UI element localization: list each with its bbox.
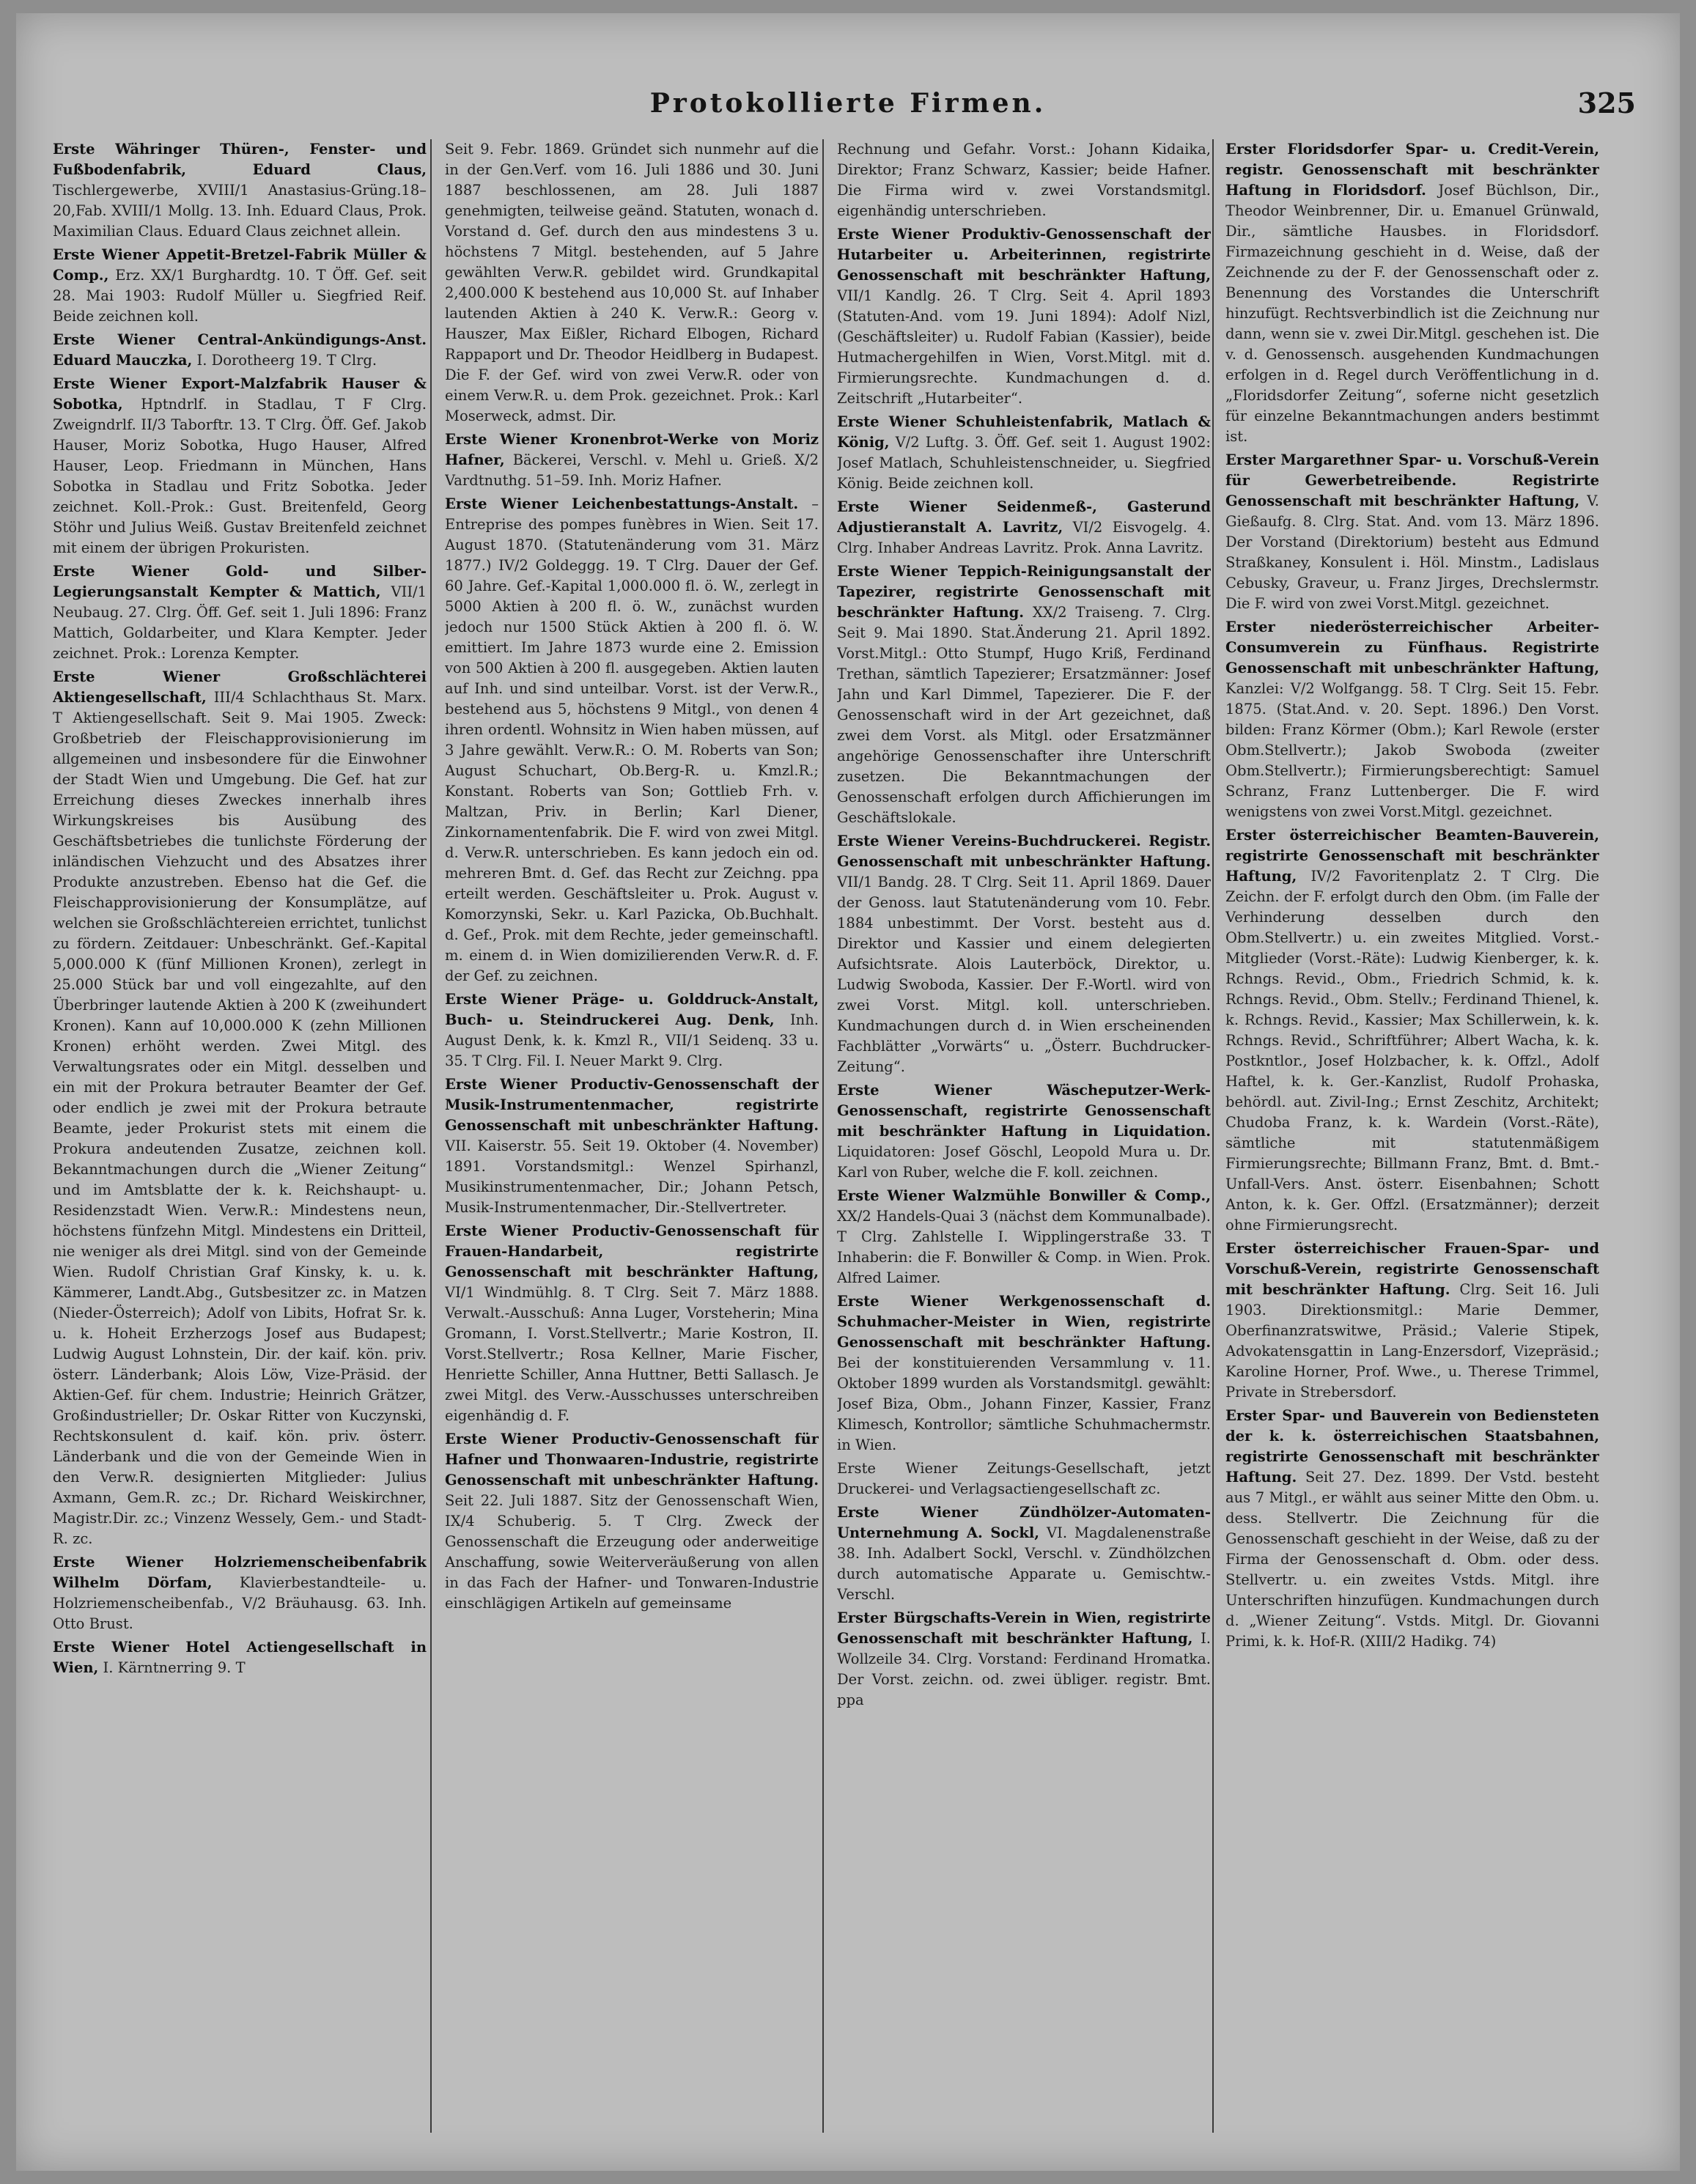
firm-name: Erste Wiener Teppich-Reinigungsanstalt der Tapezirer, registrirte Genossenschaft mit beschränkter Haftung. xyxy=(837,563,1211,621)
column-rule xyxy=(822,139,824,2133)
firm-entry xyxy=(837,1458,1211,1499)
firm-details: XX/2 Traiseng. 7. Clrg. Seit 9. Mai 1890. Stat.Änderung 21. April 1892. Vorst.Mitgl.: Otto Stumpf, Hugo Kriß, Ferdinand Trethan, sämtlich Tapezierer; Ersatzmänner: Josef Jahn und Karl Dimmel, Tapezierer. Die F. der Genossenschaft wird in der Art gezeichnet, daß zwei dem Vorst. als Mitgl. oder Ersatzmänner angehörige Genossenschafter ihre Unterschrift zusetzen. Die Bekanntmachungen der Genossenschaft erfolgen durch Affichierungen im Geschäftslokale. xyxy=(837,604,1211,826)
firm-entry xyxy=(445,989,819,1071)
firm-details: Seit 27. Dez. 1899. Der Vstd. besteht aus 7 Mitgl., er wählt aus seiner Mitte den Obm. u. dess. Stellvertr. Die Zeichnung für die Genossenschaft geschieht in der Weise, daß zu der Firma der Genossenschaft d. Obm. oder dess. Stellvertr. u. ein zweites Vstds. Mitgl. ihre Unterschriften hinzufügen. Kundmachungen durch d. „Wiener Zeitung“. Vstds. Mitgl. Dr. Giovanni Primi, k. k. Hof-R. (XIII/2 Hadikg. 74) xyxy=(1225,1469,1599,1650)
firm-entry xyxy=(837,224,1211,409)
firm-name: Erster Margarethner Spar- u. Vorschuß-Verein für Gewerbetreibende. Registrirte Genossenschaft mit beschränkter Haftung, xyxy=(1225,451,1599,509)
firm-name: Erste Wiener Produktiv-Genossenschaft der Hutarbeiter u. Arbeiterinnen, registrirte Genossenschaft mit beschränkter Haftung, xyxy=(837,226,1211,284)
firm-name: Erster niederösterreichischer Arbeiter-Consumverein zu Fünfhaus. Registrirte Genossenschaft mit unbeschränkter Haftung, xyxy=(1225,619,1599,676)
page-number: 325 xyxy=(1577,86,1636,119)
firm-details: Josef Büchlson, Dir., Theodor Weinbrenner, Dir. u. Emanuel Grünwald, Dir., sämtliche Hausbes. in Floridsdorf. Firmazeichnung geschieht in d. Weise, daß der Zeichnende zu der F. der Genossenschaft oder z. Benennung des Vorstandes die Unterschrift hinzufügt. Rechtsverbindlich ist die Zeichnung nur dann, wenn sie v. zwei Dir.Mitgl. geschehen ist. Die v. d. Genossensch. ausgehenden Kundmachungen erfolgen in d. Regel durch Veröffentlichung in d. „Floridsdorfer Zeitung“, soferne nicht gesetzlich für einzelne Bekanntmachungen anders bestimmt ist. xyxy=(1225,182,1599,445)
firm-name: Erste Wiener Productiv-Genossenschaft für Hafner und Thonwaaren-Industrie, registrirte Genossenschaft mit unbeschränkter Haftung. xyxy=(445,1431,819,1488)
firm-name: Erster Bürgschafts-Verein in Wien, registrirte Genossenschaft mit beschränkter Haftung, xyxy=(837,1609,1211,1647)
firm-name: Erster Spar- und Bauverein von Bediensteten der k. k. österreichischen Staatsbahnen, registrirte Genossenschaft mit beschränkter Haftung. xyxy=(1225,1407,1599,1486)
firm-entry xyxy=(1225,617,1599,822)
firm-details: Liquidatoren: Josef Göschl, Leopold Mura u. Dr. Karl von Ruber, welche die F. koll. zeichnen. xyxy=(837,1143,1211,1181)
column-1 xyxy=(53,139,427,2133)
firm-entry xyxy=(837,561,1211,828)
firm-name: Erste Währinger Thüren-, Fenster- und Fußbodenfabrik, Eduard Claus, xyxy=(53,141,427,178)
firm-entry xyxy=(837,831,1211,1077)
firm-entry xyxy=(445,139,819,427)
firm-entry xyxy=(53,667,427,1549)
firm-entry xyxy=(1225,1239,1599,1403)
firm-entry xyxy=(1225,139,1599,447)
firm-details: V/2 Luftg. 3. Öff. Gef. seit 1. August 1902: Josef Matlach, Schuhleistenschneider, u. Siegfried König. Beide zeichnen koll. xyxy=(837,434,1211,492)
firm-details: Tischlergewerbe, XVIII/1 Anastasius-Grüng.18–20,Fab. XVIII/1 Mollg. 13. Inh. Eduard Claus, Prok. Maximilian Claus. Eduard Claus zeichnet allein. xyxy=(53,182,427,240)
firm-details: VI/2 Eisvogelg. 4. Clrg. Inhaber Andreas Lavritz. Prok. Anna Lavritz. xyxy=(837,519,1211,556)
firm-entry xyxy=(837,412,1211,494)
firm-name: Erste Wiener Hotel Actiengesellschaft in Wien, xyxy=(53,1639,427,1676)
firm-name: Erste Wiener Productiv-Genossenschaft der Musik-Instrumentenmacher, registrirte Genossenschaft mit unbeschränkter Haftung. xyxy=(445,1076,819,1134)
firm-entry xyxy=(53,561,427,664)
firm-entry xyxy=(837,497,1211,558)
firm-details: VII. Kaiserstr. 55. Seit 19. Oktober (4. November) 1891. Vorstandsmitgl.: Wenzel Spirhanzl, Musikinstrumentenmacher, Dir.; Johann Petsch, Musik-Instrumentenmacher, Dir.-Stellvertreter. xyxy=(445,1137,819,1216)
firm-details: VII/1 Kandlg. 26. T Clrg. Seit 4. April 1893 (Statuten-And. vom 19. Juni 1894): Adolf Nizl, (Geschäftsleiter) u. Rudolf Fabian (Kassier), beide Hutmachergehilfen in Wien, Vorst.Mitgl. mit d. Firmierungsrechte. Kundmachungen d. d. Zeitschrift „Hutarbeiter“. xyxy=(837,287,1211,407)
firm-details: I. Kärntnerring 9. T xyxy=(103,1659,246,1676)
firm-details: Erz. XX/1 Burghardtg. 10. T Öff. Gef. seit 28. Mai 1903: Rudolf Müller u. Siegfried Reif. Beide zeichnen koll. xyxy=(53,267,427,325)
firm-name: Erste Wiener Vereins-Buchdruckerei. Registr. Genossenschaft mit unbeschränkter Haftung. xyxy=(837,833,1211,870)
firm-entry xyxy=(1225,450,1599,614)
firm-name: Erste Wiener Kronenbrot-Werke von Moriz Hafner, xyxy=(445,431,819,468)
firm-name: Erste Wiener Zündhölzer-Automaten-Unternehmung A. Sockl, xyxy=(837,1504,1211,1541)
firm-details: VII/1 Bandg. 28. T Clrg. Seit 11. April 1869. Dauer der Genoss. laut Statutenänderung vom 10. Febr. 1884 unbestimmt. Der Vorst. besteht aus d. Direktor und Kassier und einem delegierten Aufsichtsrate. Alois Lauterböck, Direktor, u. Ludwig Swoboda, Kassier. Der F.-Wortl. wird von zwei Vorst. Mitgl. koll. unterschrieben. Kundmachungen durch d. in Wien erscheinenden Fachblätter „Vorwärts“ u. „Österr. Buchdrucker-Zeitung“. xyxy=(837,874,1211,1075)
firm-name: Erste Wiener Productiv-Genossenschaft für Frauen-Handarbeit, registrirte Genossenschaft mit beschränkter Haftung, xyxy=(445,1222,819,1280)
running-head: Protokollierte Firmen. xyxy=(649,88,1047,119)
firm-entry xyxy=(53,245,427,327)
firm-name: Erste Wiener Export-Malzfabrik Hauser & Sobotka, xyxy=(53,375,427,413)
page-header xyxy=(16,81,1680,125)
firm-details: VII/1 Neubaug. 27. Clrg. Öff. Gef. seit 1. Juli 1896: Franz Mattich, Goldarbeiter, und Klara Kempter. Jeder zeichnet. Prok.: Lorenza Kempter. xyxy=(53,583,427,662)
firm-details: Hptndrlf. in Stadlau, T F Clrg. Zweigndrlf. II/3 Taborftr. 13. T Clrg. Öff. Gef. Jakob Hauser, Moriz Sobotka, Hugo Hauser, Alfred Hauser, Leop. Friedmann in München, Hans Sobotka in Stadlau und Fritz Sobotka. Jeder zeichnet. Koll.-Prok.: Gust. Breitenfeld, Georg Stöhr und Julius Weiß. Gustav Breitenfeld zeichnet mit einem der übrigen Prokuristen. xyxy=(53,396,427,556)
firm-entry xyxy=(53,374,427,558)
firm-entry xyxy=(53,139,427,242)
firm-details: XX/2 Handels-Quai 3 (nächst dem Kommunalbade). T Clrg. Zahlstelle I. Wipplingerstraße 33. T Inhaberin: die F. Bonwiller & Comp. in Wien. Prok. Alfred Laimer. xyxy=(837,1208,1211,1286)
column-3 xyxy=(837,139,1211,2133)
firm-details: Rechnung und Gefahr. Vorst.: Johann Kidaika, Direktor; Franz Schwarz, Kassier; beide Hafner. Die Firma wird v. zwei Vorstandsmitgl. eigenhändig unterschrieben. xyxy=(837,141,1211,219)
column-4 xyxy=(1225,139,1599,2133)
firm-details: VI. Magdalenenstraße 38. Inh. Adalbert Sockl, Verschl. v. Zündhölzchen durch automatische Apparate u. Gemischtw.-Verschl. xyxy=(837,1524,1211,1603)
firm-entry xyxy=(53,1552,427,1634)
firm-entry xyxy=(837,1186,1211,1288)
firm-details: IV/2 Favoritenplatz 2. T Clrg. Die Zeichn. der F. erfolgt durch den Obm. (im Falle der Verhinderung desselben durch den Obm.Stellvertr.) u. ein zweites Mitglied. Vorst.-Mitglieder (Vorst.-Räte): Ludwig Kienberger, k. k. Rchngs. Revid., Obm., Friedrich Schmid, k. k. Rchngs. Revid., Obm. Stellv.; Ferdinand Thienel, k. k. Rchngs. Revid., Kassier; Max Schillerwein, k. k. Rchngs. Revid., Schriftführer; Albert Wacha, k. k. Postkntlor., Josef Holzbacher, k. k. Offzl., Adolf Haftel, k. k. Ger.-Kanzlist, Rudolf Prohaska, behördl. aut. Zivil-Ing.; Ernst Zeschitz, Architekt; Chudoba Franz, k. k. Wardein (Vorst.-Räte), sämtliche mit statutenmäßigem Firmierungsrechte; Billmann Franz, Bmt. d. Bmt.-Unfall-Vers. Anst. österr. Eisenbahnen; Schott Anton, k. k. Ger. Offzl. (Ersatzmänner); derzeit ohne Firmierungsrecht. xyxy=(1225,868,1599,1233)
column-2 xyxy=(445,139,819,2133)
firm-entry xyxy=(837,139,1211,221)
firm-entry xyxy=(445,429,819,491)
firm-entry xyxy=(445,1429,819,1614)
page xyxy=(16,13,1680,2171)
firm-details: Erste Wiener Zeitungs-Gesellschaft, jetzt Druckerei- und Verlagsactiengesellschaft zc. xyxy=(837,1460,1211,1497)
firm-entry xyxy=(837,1502,1211,1605)
firm-name: Erste Wiener Großschlächterei Aktiengesellschaft, xyxy=(53,668,427,706)
firm-name: Erste Wiener Walzmühle Bonwiller & Comp., xyxy=(837,1187,1211,1204)
firm-entry xyxy=(1225,825,1599,1236)
firm-details: Klavierbestandteile- u. Holzriemenscheibenfab., V/2 Bräuhausg. 63. Inh. Otto Brust. xyxy=(53,1574,427,1632)
firm-name: Erste Wiener Appetit-Bretzel-Fabrik Müller & Comp., xyxy=(53,246,427,284)
firm-details: Kanzlei: V/2 Wolfgangg. 58. T Clrg. Seit 15. Febr. 1875. (Stat.And. v. 20. Sept. 1896.) Den Vorst. bilden: Franz Körmer (Obm.); Karl Rewole (erster Obm.Stellvertr.); Jakob Swoboda (zweiter Obm.Stellvertr.); Firmierungsberechtigt: Samuel Schranz, Franz Luttenberger. Die F. wird wenigstens von zwei Vorst.Mitgl. gezeichnet. xyxy=(1225,680,1599,820)
firm-name: Erster Floridsdorfer Spar- u. Credit-Verein, registr. Genossenschaft mit beschränkter Haftung in Floridsdorf. xyxy=(1225,141,1599,199)
firm-entry xyxy=(53,330,427,371)
firm-entry xyxy=(445,1074,819,1218)
firm-name: Erste Wiener Leichenbestattungs-Anstalt. xyxy=(445,495,799,512)
firm-name: Erste Wiener Gold- und Silber-Legierungsanstalt Kempter & Mattich, xyxy=(53,563,427,600)
firm-details: Bäckerei, Verschl. v. Mehl u. Grieß. X/2 Vardtnuthg. 51–59. Inh. Moriz Hafner. xyxy=(445,451,819,489)
firm-entry xyxy=(445,494,819,986)
firm-entry xyxy=(445,1221,819,1426)
firm-details: V. Gießaufg. 8. Clrg. Stat. And. vom 13. März 1896. Der Vorstand (Direktorium) besteht aus Edmund Straßkaney, Konsulent i. Höl. Minstm., Ladislaus Cebusky, Graveur, u. Franz Jirges, Drechslermstr. Die F. wird von zwei Vorst.Mitgl. gezeichnet. xyxy=(1225,492,1599,612)
firm-entry xyxy=(53,1637,427,1678)
firm-name: Erster österreichischer Frauen-Spar- und Vorschuß-Verein, registrirte Genossenschaft mit beschränkter Haftung. xyxy=(1225,1240,1599,1298)
firm-entry xyxy=(1225,1406,1599,1652)
firm-details: Bei der konstituierenden Versammlung v. 11. Oktober 1899 wurden als Vorstandsmitgl. gewählt: Josef Biza, Obm., Johann Finzer, Kassier, Franz Klimesch, Kontrollor; sämtliche Schuhmachermstr. in Wien. xyxy=(837,1354,1211,1453)
column-rule xyxy=(430,139,432,2133)
firm-name: Erste Wiener Wäscheputzer-Werk-Genossenschaft, registrirte Genossenschaft mit beschränkter Haftung in Liquidation. xyxy=(837,1082,1211,1140)
firm-details: Seit 9. Febr. 1869. Gründet sich nunmehr auf die in der Gen.Verf. vom 16. Juli 1886 und 30. Juni 1887 beschlossenen, am 28. Juli 1887 genehmigten, teilweise geänd. Statuten, wonach d. Vorstand d. Gef. durch den aus mindestens 3 u. höchstens 7 Mitgl. bestehenden, auf 5 Jahre gewählten Verw.R. gebildet wird. Grundkapital 2,400.000 K bestehend aus 10,000 St. auf Inhaber lautenden Aktien à 240 K. Verw.R.: Georg v. Hauszer, Max Eißler, Richard Elbogen, Richard Rappaport und Dr. Theodor Heidlberg in Budapest. Die F. der Gef. wird von zwei Verw.R. oder von einem Verw.R. u. dem Prok. gezeichnet. Prok.: Karl Moserweck, admst. Dir. xyxy=(445,141,819,424)
firm-name: Erste Wiener Werkgenossenschaft d. Schuhmacher-Meister in Wien, registrirte Genossenschaft mit beschränkter Haftung. xyxy=(837,1293,1211,1351)
firm-details: Clrg. Seit 16. Juli 1903. Direktionsmitgl.: Marie Demmer, Oberfinanzratswitwe, Präsid.; Valerie Stipek, Advokatensgattin in Lang-Enzersdorf, Vizepräsid.; Karoline Horner, Prof. Wwe., u. Therese Trimmel, Private in Strebersdorf. xyxy=(1225,1281,1599,1401)
firm-details: – Entreprise des pompes funèbres in Wien. Seit 17. August 1870. (Statutenänderung vom 31. März 1877.) IV/2 Goldeggg. 19. T Clrg. Dauer der Gef. 60 Jahre. Gef.-Kapital 1,000.000 fl. ö. W., zerlegt in 5000 Aktien à 200 fl. ö. W., zunächst wurden jedoch nur 1500 Stück Aktien à 200 fl. ö. W. emittiert. Im Jahre 1873 wurde eine 2. Emission von 500 Aktien à 200 fl. ausgegeben. Aktien lauten auf Inh. und sind unteilbar. Vorst. ist der Verw.R., bestehend aus 5, höchstens 9 Mitgl., von denen 4 ihren ordentl. Wohnsitz in Wien haben müssen, auf 3 Jahre gewählt. Verw.R.: O. M. Roberts van Son; August Schuchart, Ob.Berg-R. u. Kmzl.R.; Konstant. Roberts van Son; Gottlieb Frh. v. Maltzan, Priv. in Berlin; Karl Diener, Zinkornamentenfabrik. Die F. wird von zwei Mitgl. d. Verw.R. unterschrieben. Es kann jedoch ein od. mehreren Bmt. d. Gef. das Recht zur Zeichng. ppa erteilt werden. Geschäftsleiter u. Prok. August v. Komorzynski, Sekr. u. Karl Pazicka, Ob.Buchhalt. d. Gef., Prok. mit dem Rechte, jeder gemeinschaftl. m. einem d. in Wien domizilierenden Verw.R. d. F. der Gef. zu zeichnen. xyxy=(445,495,819,984)
firm-name: Erste Wiener Präge- u. Golddruck-Anstalt, Buch- u. Steindruckerei Aug. Denk, xyxy=(445,991,819,1028)
firm-name: Erster österreichischer Beamten-Bauverein, registrirte Genossenschaft mit beschränkter Haftung, xyxy=(1225,827,1599,885)
firm-details: I. Wollzeile 34. Clrg. Vorstand: Ferdinand Hromatka. Der Vorst. zeichn. od. zwei übliger. registr. Bmt. ppa xyxy=(837,1630,1211,1708)
firm-details: III/4 Schlachthaus St. Marx. T Aktiengesellschaft. Seit 9. Mai 1905. Zweck: Großbetrieb der Fleischapprovisionierung im allgemeinen und insbesondere für die Einwohner der Stadt Wien und Umgebung. Die Gef. hat zur Erreichung dieses Zweckes innerhalb ihres Wirkungskreises bis Ausübung des Geschäftsbetriebes die tunlichste Förderung der inländischen Viehzucht und des Absatzes ihrer Produkte anzustreben. Ebenso hat die Gef. die Fleischapprovisionierung der Konsumplätze, auf welchen sie Großschlächtereien errichtet, tunlichst zu fördern. Zeitdauer: Unbeschränkt. Gef.-Kapital 5,000.000 K (fünf Millionen Kronen), zerlegt in 25.000 Stück bar und voll eingezahlte, auf den Überbringer lautende Aktien à 200 K (zweihundert Kronen). Kann auf 10,000.000 K (zehn Millionen Kronen) erhöht werden. Zwei Mitgl. des Verwaltungsrates oder ein Mitgl. desselben und ein mit der Prokura betrauter Beamter der Gef. oder endlich je zwei mit der Prokura betraute Beamte, jeder Prokurist stets mit einem die Prokura andeutenden Zusatze, zeichnen koll. Bekanntmachungen durch die „Wiener Zeitung“ und im Amtsblatte der k. k. Reichshaupt- u. Residenzstadt Wien. Verw.R.: Mindestens neun, höchstens fünfzehn Mitgl. Mindestens ein Dritteil, nie weniger als drei Mitgl. sind von der Gemeinde Wien. Rudolf Christian Graf Kinsky, k. u. k. Kämmerer, Landt.Abg., Gutsbesitzer zc. in Matzen (Nieder-Österreich); Adolf von Libits, Hofrat Sr. k. u. k. Hoheit Erzherzogs Josef aus Budapest; Ludwig August Lohnstein, Dir. der kaif. kön. priv. österr. Länderbank; Alois Löw, Vize-Präsid. der Aktien-Gef. für chem. Industrie; Heinrich Grätzer, Großindustrieller; Dr. Oskar Ritter von Kuczynski, Rechtskonsulent d. kaif. kön. priv. österr. Länderbank und die von der Gemeinde Wien in den Verw.R. designierten Mitglieder: Julius Axmann, Gem.R. zc.; Dr. Richard Weiskirchner, Magistr.Dir. zc.; Vinzenz Wessely, Gem.- und Stadt-R. zc. xyxy=(53,689,427,1547)
firm-details: I. Dorotheerg 19. T Clrg. xyxy=(196,352,377,369)
firm-entry xyxy=(837,1080,1211,1183)
firm-details: Inh. August Denk, k. k. Kmzl R., VII/1 Seidenq. 33 u. 35. T Clrg. Fil. I. Neuer Markt 9. Clrg. xyxy=(445,1011,819,1069)
firm-entry xyxy=(837,1608,1211,1711)
column-rule xyxy=(1212,139,1214,2133)
firm-name: Erste Wiener Holzriemenscheibenfabrik Wilhelm Dörfam, xyxy=(53,1554,427,1591)
firm-name: Erste Wiener Schuhleistenfabrik, Matlach & König, xyxy=(837,413,1211,451)
firm-name: Erste Wiener Seidenmeß-, Gasterund Adjustieranstalt A. Lavritz, xyxy=(837,498,1211,536)
firm-name: Erste Wiener Central-Ankündigungs-Anst. Eduard Mauczka, xyxy=(53,331,427,369)
firm-details: Seit 22. Juli 1887. Sitz der Genossenschaft Wien, IX/4 Schuberig. 5. T Clrg. Zweck der Genossenschaft die Erzeugung oder anderweitige Anschaffung, sowie Weiterveräußerung von allen in das Fach der Hafner- und Tonwaren-Industrie einschlägigen Artikeln auf gemeinsame xyxy=(445,1492,819,1612)
firm-details: VI/1 Windmühlg. 8. T Clrg. Seit 7. März 1888. Verwalt.-Ausschuß: Anna Luger, Vorsteherin; Mina Gromann, I. Vorst.Stellvertr.; Marie Kostron, II. Vorst.Stellvertr.; Rosa Kellner, Marie Fischer, Henriette Schiller, Anna Huttner, Betti Sallasch. Je zwei Mitgl. des Verw.-Ausschusses unterschreiben eigenhändig d. F. xyxy=(445,1284,819,1424)
firm-entry xyxy=(837,1291,1211,1456)
